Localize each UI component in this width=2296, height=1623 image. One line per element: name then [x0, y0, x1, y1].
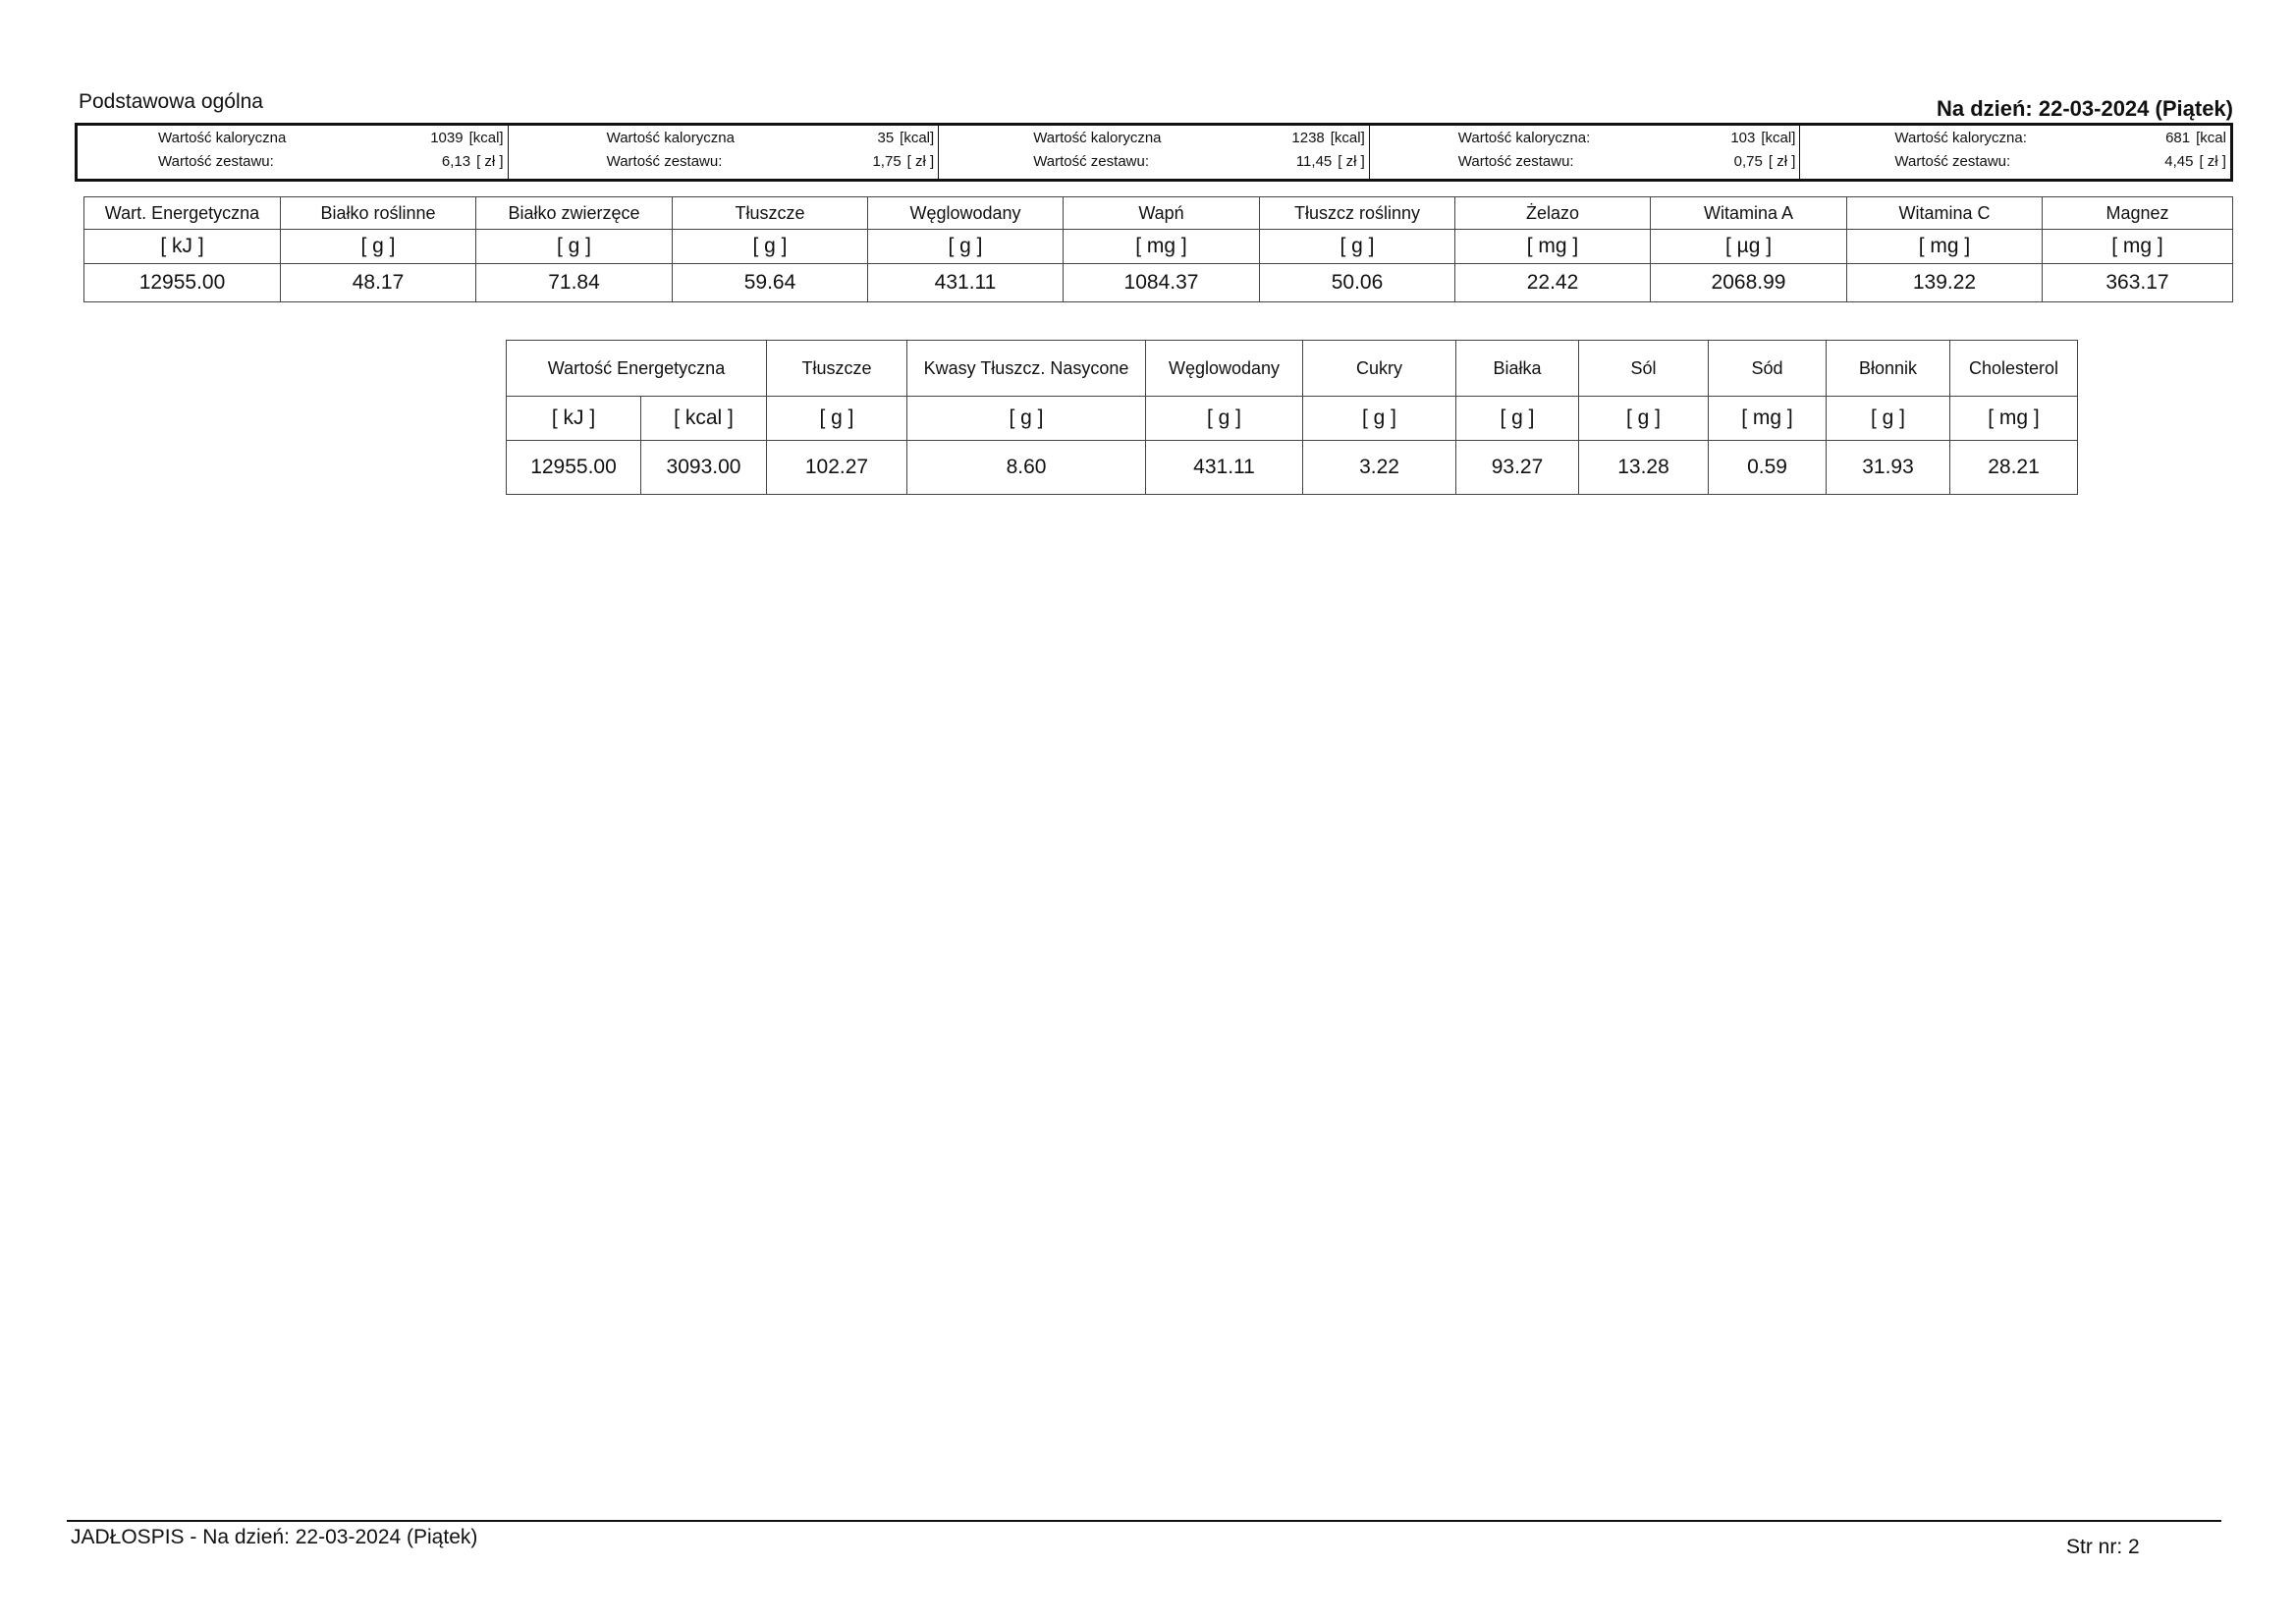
cost-label: Wartość zestawu: [1457, 153, 1574, 170]
value-cell: 0.59 [1709, 441, 1827, 495]
header-cell: Białko roślinne [281, 197, 476, 230]
header-cell: Tłuszcze [673, 197, 868, 230]
header-cell: Sól [1579, 341, 1709, 397]
value-cell: 3.22 [1303, 441, 1456, 495]
kcal-label: Wartość kaloryczna [158, 130, 287, 146]
kcal-unit: [kcal] [1330, 130, 1365, 146]
nutrients-table [83, 196, 2233, 302]
cost-label: Wartość zestawu: [158, 153, 274, 170]
unit-cell: [ g ] [767, 397, 907, 441]
unit-cell: [ mg ] [1455, 230, 1651, 264]
header-cell: Witamina C [1847, 197, 2043, 230]
cost-value: 0,75 [1733, 153, 1763, 170]
cost-label: Wartość zestawu: [606, 153, 723, 170]
unit-cell: [ mg ] [1950, 397, 2078, 441]
header-cell: Żelazo [1455, 197, 1651, 230]
value-cell: 3093.00 [641, 441, 767, 495]
header-cell: Tłuszcze [767, 341, 907, 397]
meal-summary-4 [1370, 126, 1801, 179]
value-cell: 59.64 [673, 264, 868, 302]
cost-unit: [ zł ] [1338, 153, 1365, 170]
value-cell: 12955.00 [507, 441, 641, 495]
header-cell: Cholesterol [1950, 341, 2078, 397]
header-cell: Sód [1709, 341, 1827, 397]
table-header-row [84, 197, 2233, 230]
kcal-unit: [kcal] [468, 130, 504, 146]
kcal-value: 1238 [1291, 130, 1325, 146]
kcal-label: Wartość kaloryczna: [1457, 130, 1591, 146]
table-unit-row [84, 230, 2233, 264]
header-cell: Witamina A [1651, 197, 1847, 230]
meal-summary-5 [1800, 126, 2230, 179]
table-row [84, 264, 2233, 302]
unit-cell: [ mg ] [1709, 397, 1827, 441]
kcal-value: 103 [1730, 130, 1756, 146]
kcal-label: Wartość kaloryczna: [1894, 130, 2027, 146]
header-cell: Błonnik [1827, 341, 1950, 397]
kcal-label: Wartość kaloryczna [606, 130, 735, 146]
value-cell: 139.22 [1847, 264, 2043, 302]
value-cell: 363.17 [2043, 264, 2233, 302]
unit-cell: [ kcal ] [641, 397, 767, 441]
document-title: Podstawowa ogólna [79, 90, 263, 113]
cost-unit: [ zł ] [476, 153, 504, 170]
unit-cell: [ g ] [476, 230, 673, 264]
header-cell: Białko zwierzęce [476, 197, 673, 230]
value-cell: 2068.99 [1651, 264, 1847, 302]
value-cell: 1084.37 [1064, 264, 1260, 302]
kcal-unit: [kcal] [1761, 130, 1796, 146]
unit-cell: [ mg ] [1064, 230, 1260, 264]
date-header: Na dzień: 22-03-2024 (Piątek) [1936, 96, 2233, 121]
cost-value: 4,45 [2164, 153, 2194, 170]
unit-cell: [ mg ] [2043, 230, 2233, 264]
unit-cell: [ kJ ] [84, 230, 281, 264]
unit-cell: [ g ] [1303, 397, 1456, 441]
kcal-label: Wartość kaloryczna [1033, 130, 1162, 146]
unit-cell: [ g ] [868, 230, 1064, 264]
meal-summary-1 [78, 126, 509, 179]
header-cell: Magnez [2043, 197, 2233, 230]
header-cell: Kwasy Tłuszcz. Nasycone [907, 341, 1146, 397]
cost-unit: [ zł ] [2199, 153, 2226, 170]
value-cell: 50.06 [1260, 264, 1455, 302]
value-cell: 31.93 [1827, 441, 1950, 495]
cost-value: 1,75 [872, 153, 902, 170]
unit-cell: [ g ] [1827, 397, 1950, 441]
value-cell: 13.28 [1579, 441, 1709, 495]
cost-unit: [ zł ] [1768, 153, 1796, 170]
value-cell: 28.21 [1950, 441, 2078, 495]
cost-value: 6,13 [441, 153, 471, 170]
footer-divider [67, 1520, 2221, 1522]
unit-cell: [ g ] [673, 230, 868, 264]
kcal-value: 35 [877, 130, 895, 146]
value-cell: 71.84 [476, 264, 673, 302]
unit-cell: [ g ] [1579, 397, 1709, 441]
kcal-value: 1039 [430, 130, 464, 146]
nutrition-label-table [506, 340, 2078, 495]
page-number: Str nr: 2 [2066, 1536, 2140, 1558]
value-cell: 22.42 [1455, 264, 1651, 302]
unit-cell: [ mg ] [1847, 230, 2043, 264]
unit-cell: [ g ] [281, 230, 476, 264]
header-cell: Wapń [1064, 197, 1260, 230]
unit-cell: [ kJ ] [507, 397, 641, 441]
table-header-row [507, 341, 2078, 397]
header-cell: Wartość Energetyczna [507, 341, 767, 397]
meal-summary-2 [509, 126, 940, 179]
table-row [507, 441, 2078, 495]
table-unit-row [507, 397, 2078, 441]
header-cell: Białka [1456, 341, 1579, 397]
unit-cell: [ g ] [1456, 397, 1579, 441]
unit-cell: [ µg ] [1651, 230, 1847, 264]
kcal-unit: [kcal [2196, 130, 2226, 146]
cost-label: Wartość zestawu: [1033, 153, 1149, 170]
value-cell: 431.11 [868, 264, 1064, 302]
value-cell: 431.11 [1146, 441, 1303, 495]
cost-unit: [ zł ] [906, 153, 935, 170]
value-cell: 102.27 [767, 441, 907, 495]
header-cell: Wart. Energetyczna [84, 197, 281, 230]
header-cell: Cukry [1303, 341, 1456, 397]
value-cell: 48.17 [281, 264, 476, 302]
footer-title: JADŁOSPIS - Na dzień: 22-03-2024 (Piątek) [71, 1526, 478, 1548]
header-cell: Węglowodany [868, 197, 1064, 230]
unit-cell: [ g ] [907, 397, 1146, 441]
unit-cell: [ g ] [1146, 397, 1303, 441]
kcal-unit: [kcal] [900, 130, 935, 146]
meal-summary-strip [75, 123, 2233, 182]
value-cell: 93.27 [1456, 441, 1579, 495]
value-cell: 12955.00 [84, 264, 281, 302]
cost-value: 11,45 [1295, 153, 1333, 170]
unit-cell: [ g ] [1260, 230, 1455, 264]
header-cell: Węglowodany [1146, 341, 1303, 397]
header-cell: Tłuszcz roślinny [1260, 197, 1455, 230]
kcal-value: 681 [2165, 130, 2191, 146]
meal-summary-3 [939, 126, 1370, 179]
cost-label: Wartość zestawu: [1894, 153, 2011, 170]
value-cell: 8.60 [907, 441, 1146, 495]
